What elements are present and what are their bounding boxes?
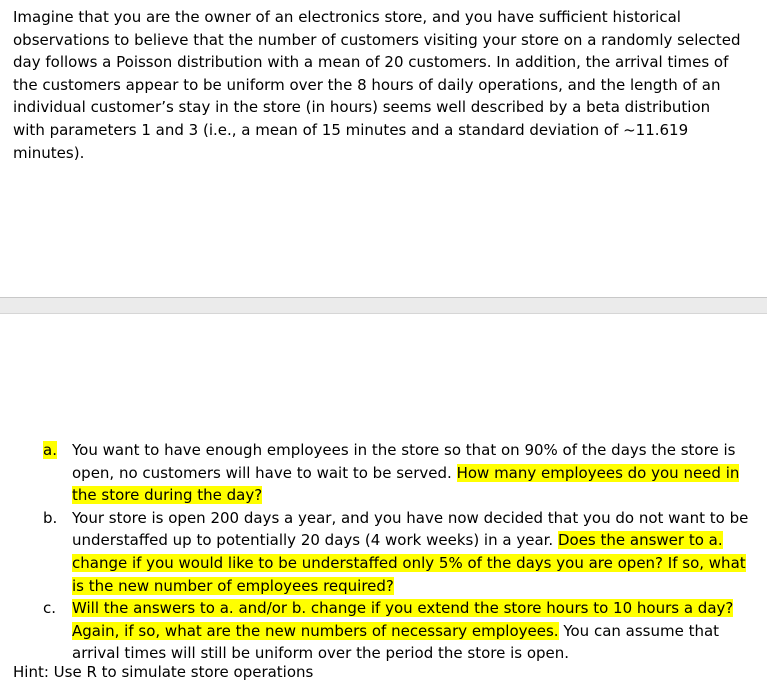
question-a [13,439,753,507]
question-plain-text: You want to have enough employees in the store so that on 90% of the days the store is open, no customers will have to wait to be served. [72,441,736,482]
question-c [13,597,753,665]
question-marker: c. [43,599,57,618]
question-plain-text: Your store is open 200 days a year, and you have now decided that you do not want to be understaffed up to potentially 20 days (4 work weeks) in a year. [72,508,749,550]
hint-text: Hint: Use R to simulate store operations [13,663,314,681]
question-marker: a. [43,441,57,459]
question-plain-text-after: You can assume that arrival times will still be uniform over the period the store is open. [72,621,720,663]
intro-paragraph: Imagine that you are the owner of an electronics store, and you have sufficient historical observations to believe that the number of customers visiting your store on a randomly selected day follows a Poisson distribution with a mean of 20 customers. In addition, the arrival times of the customers appear to be uniform over the 8 hours of daily operations, and the length of an individual customer’s stay in the store (in hours) seems well described by a beta distribution with parameters 1 and 3 (i.e., a mean of 15 minutes and a standard deviation of ~11.619 minutes). [13,8,741,162]
question-marker: b. [43,508,58,527]
question-highlighted-text: Does the answer to a. change if you would like to be understaffed only 5% of the days you are open? If so, what is the new number of employees required? [72,531,746,595]
page-separator [0,297,767,314]
question-text [72,507,753,597]
question-highlighted-text: How many employees do you need in the store during the day? [72,463,740,505]
question-b [13,507,753,597]
question-highlighted-text: Will the answers to a. and/or b. change if you extend the store hours to 10 hours a day? Again, if so, what are the new numbers of necessary employees. [72,599,734,640]
question-text [72,439,753,507]
question-text [72,597,753,665]
question-list [13,439,753,665]
